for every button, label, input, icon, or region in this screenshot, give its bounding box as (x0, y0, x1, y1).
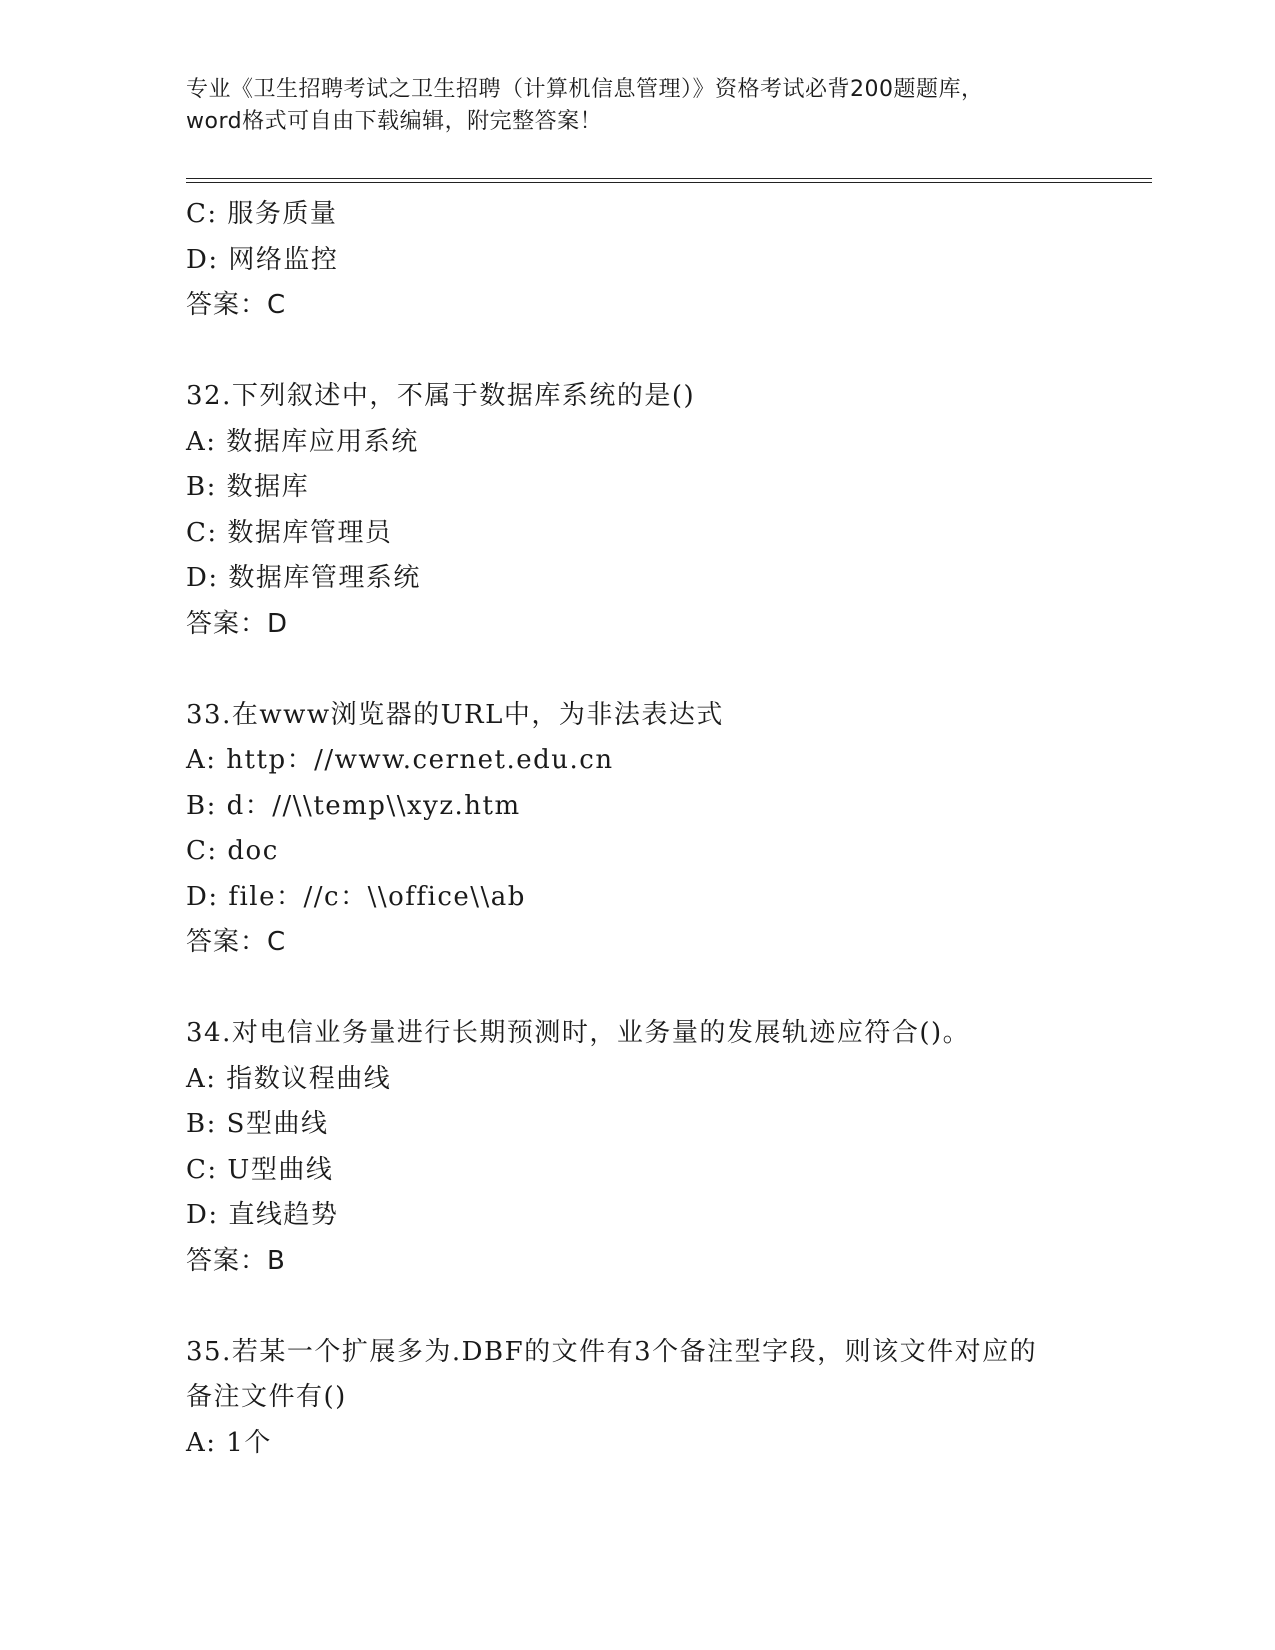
question-stem: 34.对电信业务量进行长期预测时，业务量的发展轨迹应符合()。 (186, 1018, 971, 1048)
option-c: C: 数据库管理员 (186, 517, 393, 548)
question-stem-line-2: 备注文件有() (186, 1382, 347, 1412)
header-title-line-1: 专业《卫生招聘考试之卫生招聘（计算机信息管理）》资格考试必背200题题库， (186, 77, 984, 102)
answer-line: 答案：D (186, 608, 289, 639)
answer-line: 答案：B (186, 1245, 286, 1276)
option-c: C: U型曲线 (186, 1154, 334, 1185)
option-b: B: S型曲线 (186, 1109, 329, 1139)
question-stem: 33.在www浏览器的URL中，为非法表达式 (186, 699, 724, 730)
question-31-tail (186, 192, 1146, 329)
question-32 (186, 374, 1146, 647)
option-c: C: doc (186, 836, 279, 866)
option-a: A: 1个 (186, 1427, 272, 1458)
answer-line: 答案：C (186, 927, 287, 957)
page-header (186, 74, 1086, 138)
question-stem: 32.下列叙述中，不属于数据库系统的是() (186, 381, 696, 411)
option-c: C: 服务质量 (186, 199, 338, 229)
option-b: B: 数据库 (186, 472, 310, 502)
question-33 (186, 693, 1146, 966)
spacer (186, 329, 1146, 375)
question-stem-line-1: 35.若某一个扩展多为.DBF的文件有3个备注型字段，则该文件对应的 (186, 1336, 1038, 1367)
option-d: D: 直线趋势 (186, 1200, 339, 1230)
option-d: D: 网络监控 (186, 244, 339, 275)
option-a: A: 指数议程曲线 (186, 1063, 392, 1094)
option-a: A: 数据库应用系统 (186, 426, 419, 457)
option-b: B: d：//\\temp\\xyz.htm (186, 790, 521, 821)
question-35 (186, 1330, 1146, 1467)
question-34 (186, 1011, 1146, 1284)
option-a: A: http：//www.cernet.edu.cn (186, 745, 614, 775)
option-d: D: file：//c：\\office\\ab (186, 881, 526, 912)
question-list (186, 192, 1146, 1466)
option-d: D: 数据库管理系统 (186, 563, 421, 593)
answer-line: 答案：C (186, 290, 287, 320)
header-title-line-2: word格式可自由下载编辑，附完整答案！ (186, 109, 603, 134)
spacer (186, 966, 1146, 1012)
spacer (186, 647, 1146, 693)
spacer (186, 1284, 1146, 1330)
header-divider (186, 178, 1152, 183)
